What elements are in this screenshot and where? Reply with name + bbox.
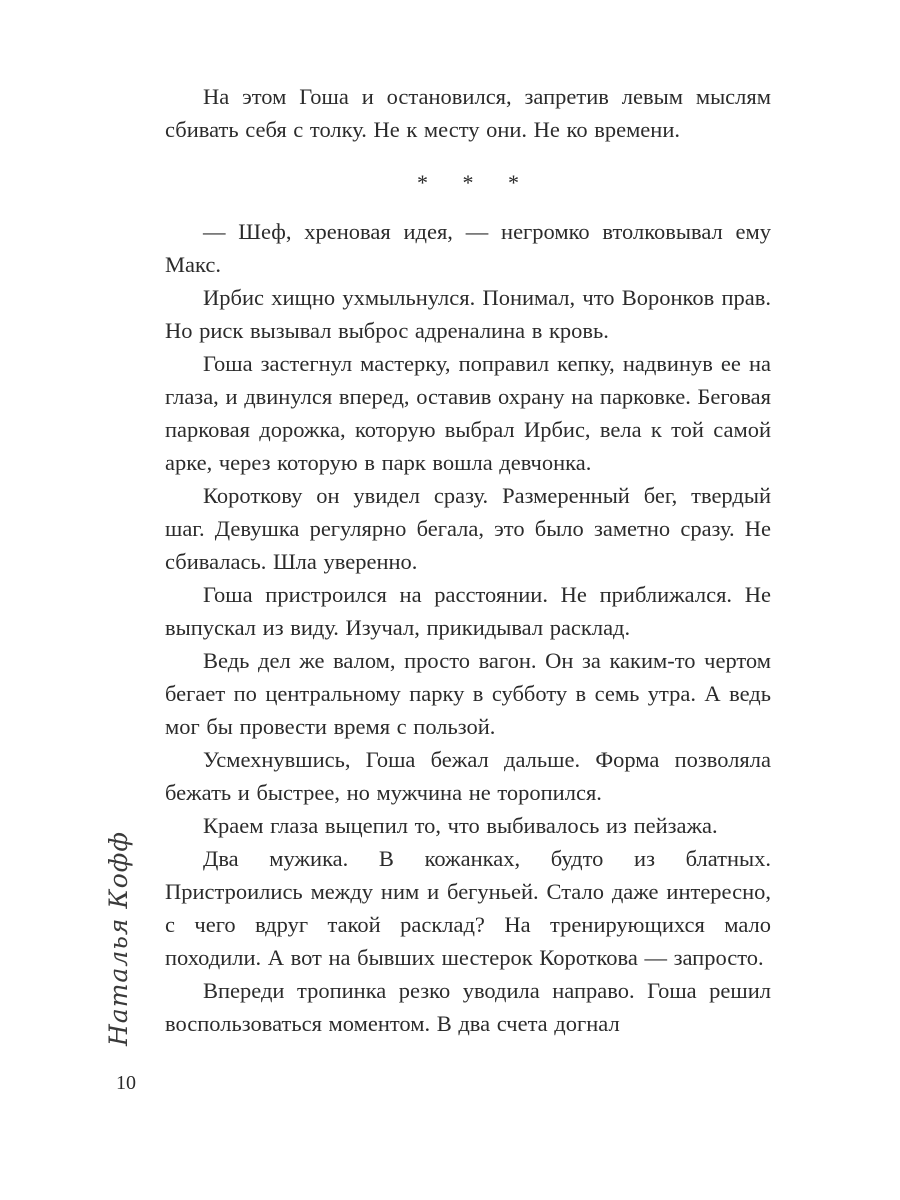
paragraph: Короткову он увидел сразу. Размеренный бег, твердый шаг. Девушка регулярно бегала, это было заметно сразу. Не сбивалась. Шла уверенно. (165, 483, 771, 574)
section-divider: * * * (417, 170, 533, 195)
paragraph: Усмехнувшись, Гоша бежал дальше. Форма позволяла бежать и быстрее, но мужчина не торопился. (165, 747, 771, 805)
paragraph: Ведь дел же валом, просто вагон. Он за каким-то чертом бегает по центральному парку в субботу в семь утра. А ведь мог бы провести время с пользой. (165, 648, 771, 739)
paragraph: Впереди тропинка резко уводила направо. Гоша решил воспользоваться моментом. В два счета догнал (165, 978, 771, 1036)
paragraph: Гоша застегнул мастерку, поправил кепку, надвинув ее на глаза, и двинулся вперед, оставив охрану на парковке. Беговая парковая дорожка, которую выбрал Ирбис, вела к той самой арке, через которую в парк вошла девчонка. (165, 351, 771, 475)
page-text-block (165, 80, 771, 1040)
paragraph: Два мужика. В кожанках, будто из блатных. Пристроились между ним и бегуньей. Стало даже интересно, с чего вдруг такой расклад? На тренирующихся мало походили. А вот на бывших шестерок Короткова — запросто. (165, 846, 771, 970)
paragraph: Ирбис хищно ухмыльнулся. Понимал, что Воронков прав. Но риск вызывал выброс адреналина в кровь. (165, 285, 771, 343)
paragraph: Краем глаза выцепил то, что выбивалось из пейзажа. (203, 813, 718, 838)
paragraph: — Шеф, хреновая идея, — негромко втолковывал ему Макс. (165, 219, 771, 277)
paragraph: На этом Гоша и остановился, запретив левым мыслям сбивать себя с толку. Не к месту они. Не ко времени. (165, 84, 771, 142)
page-number: 10 (116, 1072, 136, 1094)
author-sidebar-vertical-text: Наталья Кофф (104, 831, 133, 1046)
paragraph: Гоша пристроился на расстоянии. Не приближался. Не выпускал из виду. Изучал, прикидывал расклад. (165, 582, 771, 640)
